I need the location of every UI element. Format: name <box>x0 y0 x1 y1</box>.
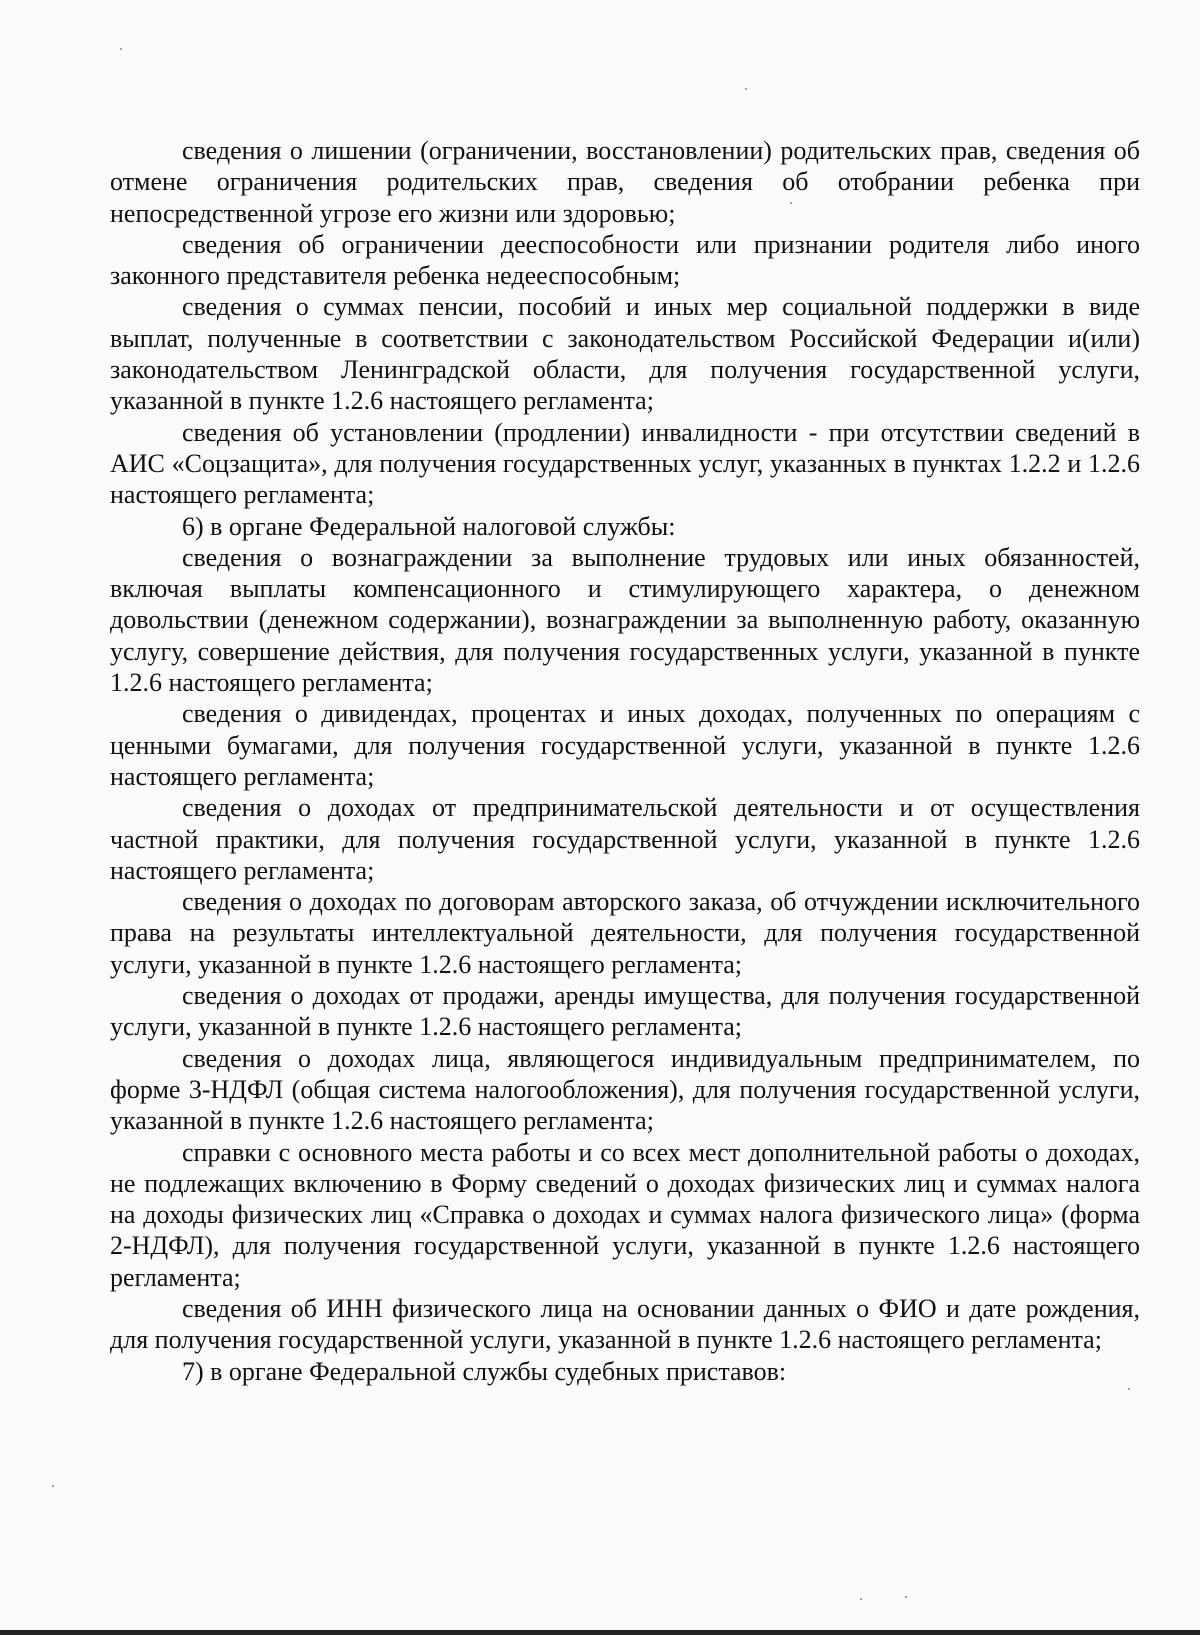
paragraph-entrepreneurial-income: сведения о доходах от предпринимательской деятельности и от осуществления частной практики, для получения государственной услуги, указанной в пункте 1.2.6 настоящего регламента; <box>110 793 1140 885</box>
document-body <box>110 135 1140 1387</box>
paragraph-inn: сведения об ИНН физического лица на основании данных о ФИО и дате рождения, для получения государственной услуги, указанной в пункте 1.2.6 настоящего регламента; <box>110 1293 1140 1355</box>
scan-speck <box>860 1598 862 1600</box>
scan-speck <box>905 1596 907 1598</box>
paragraph-property-sale: сведения о доходах от продажи, аренды имущества, для получения государственной услуги, указанной в пункте 1.2.6 настоящего регламента; <box>110 981 1140 1042</box>
paragraph-legal-capacity: сведения об ограничении дееспособности или признании родителя либо иного законного представителя ребенка недееспособным; <box>110 229 1140 291</box>
paragraph-dividends: сведения о дивидендах, процентах и иных доходах, полученных по операциям с ценными бумагами, для получения государственной услуги, указанной в пункте 1.2.6 настоящего регламента; <box>110 699 1140 791</box>
scan-speck <box>745 88 747 90</box>
paragraph-tax-service-heading: 6) в органе Федеральной налоговой службы: <box>182 511 676 541</box>
scan-speck <box>1128 1388 1130 1390</box>
scan-bottom-edge <box>0 1630 1200 1635</box>
paragraph-employment-certificates: справки с основного места работы и со всех мест дополнительной работы о доходах, не подлежащих включению в Форму сведений о доходах физических лиц и суммах налога на доходы физических лиц «Справка о доходах и суммах налога физического лица» (форма 2-НДФЛ), для получения государственной услуги, указанной в пункте 1.2.6 настоящего регламента; <box>110 1137 1140 1292</box>
paragraph-authors-contracts: сведения о доходах по договорам авторского заказа, об отчуждении исключительного права на результаты интеллектуальной деятельности, для получения государственной услуги, указанной в пункте 1.2.6 настоящего регламента; <box>110 887 1140 979</box>
scan-speck <box>120 48 122 50</box>
paragraph-bailiffs-heading: 7) в органе Федеральной службы судебных приставов: <box>182 1356 787 1386</box>
paragraph-remuneration: сведения о вознаграждении за выполнение трудовых или иных обязанностей, включая выплаты компенсационного и стимулирующего характера, о денежном довольствии (денежном содержании), вознаграждении за выполненную работу, оказанную услугу, совершение действия, для получения государственных услуги, указанной в пункте 1.2.6 настоящего регламента; <box>110 542 1140 698</box>
paragraph-pension-amounts: сведения о суммах пенсии, пособий и иных мер социальной поддержки в виде выплат, полученные в соответствии с законодательством Российской Федерации и(или) законодательством Ленинградской области, для получения государственной услуги, указанной в пункте 1.2.6 настоящего регламента; <box>110 292 1140 416</box>
paragraph-parental-rights: сведения о лишении (ограничении, восстановлении) родительских прав, сведения об отмене ограничения родительских прав, сведения об отобрании ребенка при непосредственной угрозе его жизни или здоровью; <box>110 136 1140 228</box>
paragraph-individual-entrepreneur: сведения о доходах лица, являющегося индивидуальным предпринимателем, по форме 3-НДФЛ (общая система налогообложения), для получения государственной услуги, указанной в пункте 1.2.6 настоящего регламента; <box>110 1043 1140 1136</box>
paragraph-disability: сведения об установлении (продлении) инвалидности - при отсутствии сведений в АИС «Соцзащита», для получения государственных услуг, указанных в пунктах 1.2.2 и 1.2.6 настоящего регламента; <box>110 417 1140 510</box>
scan-speck <box>52 1485 54 1487</box>
